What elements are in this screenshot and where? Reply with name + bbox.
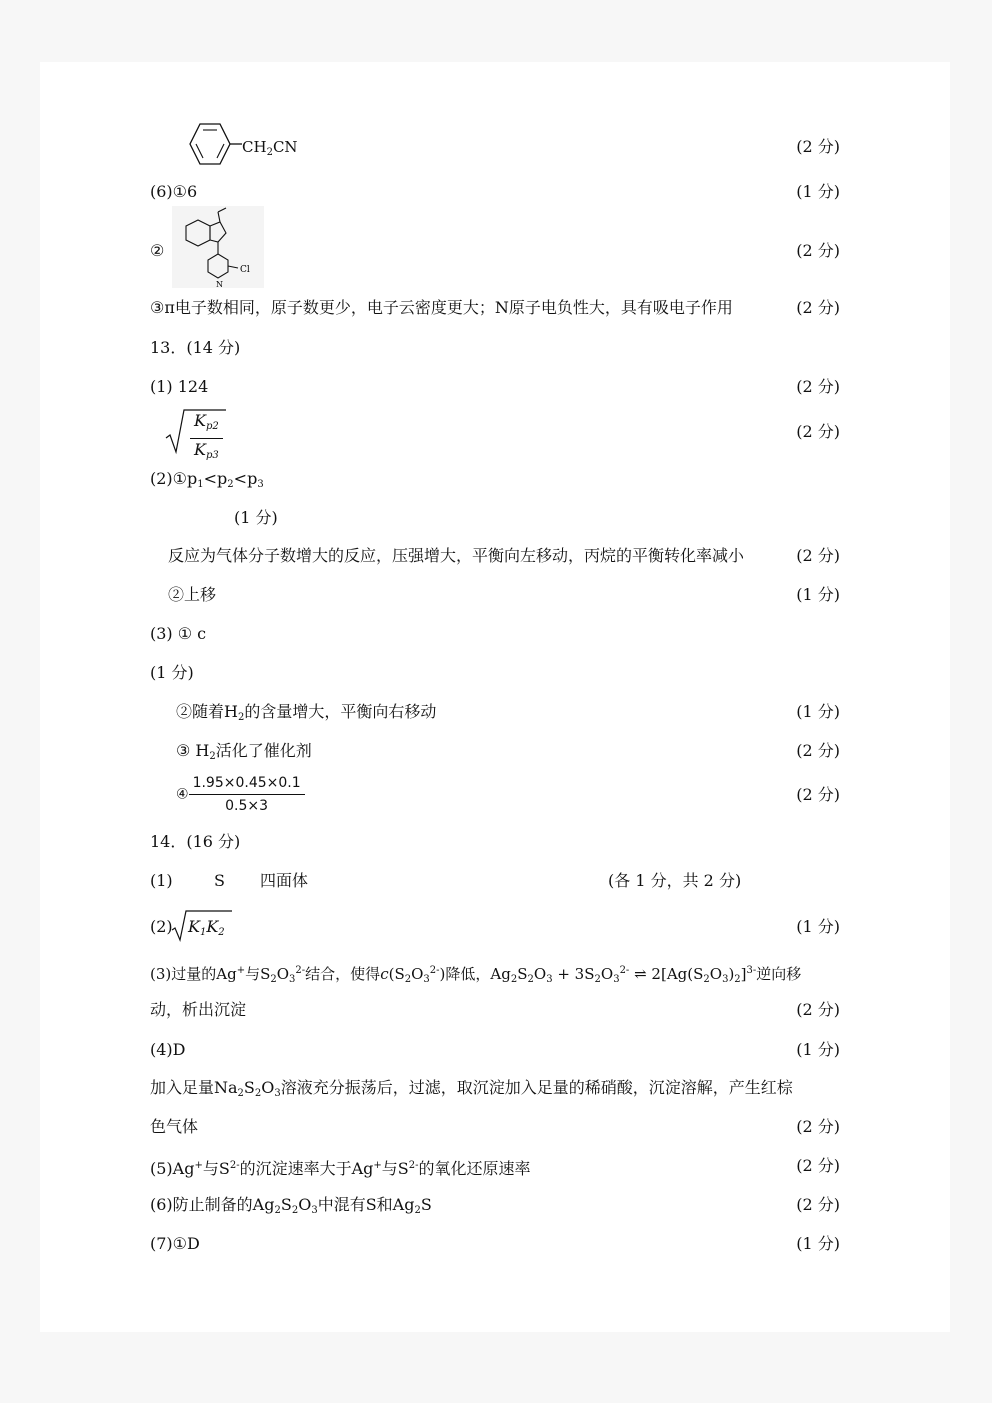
indole-pyrimidine-structure (172, 206, 264, 288)
score: (1 分) (796, 182, 840, 201)
answer-13-2-1: $(2)①p_1<p_2<p_3$ (150, 469, 264, 490)
answer-14-7: (7)①D (150, 1234, 200, 1253)
score: (2 分) (796, 422, 840, 441)
question-13-header: 13．(14 分) (150, 338, 241, 357)
score: (2 分) (796, 1156, 840, 1175)
benzene-structure (172, 120, 252, 176)
score: (1 分) (150, 663, 194, 682)
answer-13-3-4 (176, 772, 305, 817)
circled-four: ④ (176, 786, 189, 803)
score: (2 分) (796, 546, 840, 565)
score: (2 分) (796, 741, 840, 760)
fraction-numerator: $K_{p2}$ (190, 410, 223, 439)
score: (1 分) (234, 508, 278, 527)
score: (1 分) (796, 702, 840, 721)
answer-14-4: (4)D (150, 1040, 186, 1059)
score: (2 分) (796, 1117, 840, 1136)
answer-14-1-label: (1) (150, 871, 173, 890)
benzyl-cyanide-label: $CH_2CN$ (242, 138, 298, 158)
question-14-header: 14．(16 分) (150, 832, 241, 851)
answer-14-5: (5)Ag+与$S^{2-}$的沉淀速率大于Ag+与$S^{2-}$的氧化还原速率 (150, 1159, 531, 1178)
sqrt-fraction (190, 410, 223, 467)
answer-6-1: (6)①6 (150, 182, 198, 201)
answer-13-2-2: ②上移 (168, 585, 217, 604)
answer-14-6: (6)防止制备的$Ag_2S_2O_3$中混有S和$Ag_2S$ (150, 1195, 432, 1216)
answer-13-2-reason: 反应为气体分子数增大的反应，压强增大，平衡向左移动，丙烷的平衡转化率减小 (168, 546, 745, 565)
fraction-numerator: 1.95×0.45×0.1 (189, 772, 305, 795)
answer-14-4-text-line2: 色气体 (150, 1117, 199, 1136)
fraction-denominator: 0.5×3 (225, 798, 269, 814)
answer-13-3-1: (3) ① c (150, 624, 207, 643)
answer-14-3-line1: (3)过量的Ag+与$S_2O_3^{2-}$结合，使得$c(S_2O_3^{2-})$降低，$Ag_2S_2O_3 + 3S_2O_3^{2-}$ ⇌ $2[Ag(S_2O_3)_2]^{3-}$逆向移 (150, 965, 802, 985)
score: (1 分) (796, 1040, 840, 1059)
answer-14-1-shape: 四面体 (260, 871, 309, 890)
answer-13-1: (1) 124 (150, 377, 209, 396)
score: (1 分) (796, 585, 840, 604)
score: (2 分) (796, 1000, 840, 1019)
score: (各 1 分，共 2 分) (608, 871, 742, 890)
answer-13-3-2: ②随着$H_2$的含量增大，平衡向右移动 (176, 702, 437, 723)
sqrt-k1k2: $K_1K_2$ (188, 917, 225, 938)
chlorine-label: Cl (240, 265, 250, 275)
answer-6-2-mark: ② (150, 241, 165, 260)
answer-14-2-label: (2) (150, 917, 173, 936)
answer-6-3: ③π电子数相同，原子数更少，电子云密度更大；N原子电负性大，具有吸电子作用 (150, 298, 733, 317)
answer-13-3-3: ③ $H_2$活化了催化剂 (176, 741, 312, 762)
score: (2 分) (796, 377, 840, 396)
fraction-denominator: $K_{p3}$ (194, 440, 219, 461)
nitrogen-label: N (216, 280, 223, 288)
score: (1 分) (796, 1234, 840, 1253)
answer-14-3-line2: 动，析出沉淀 (150, 1000, 247, 1019)
score: (2 分) (796, 1195, 840, 1214)
score: (2 分) (796, 241, 840, 260)
score: (1 分) (796, 917, 840, 936)
answer-14-1-element: S (214, 871, 225, 890)
score: (2 分) (796, 137, 840, 156)
score: (2 分) (796, 785, 840, 804)
score: (2 分) (796, 298, 840, 317)
answer-14-4-text-line1: 加入足量$Na_2S_2O_3$溶液充分振荡后，过滤，取沉淀加入足量的稀硝酸，沉淀溶解，产生红棕 (150, 1078, 793, 1099)
